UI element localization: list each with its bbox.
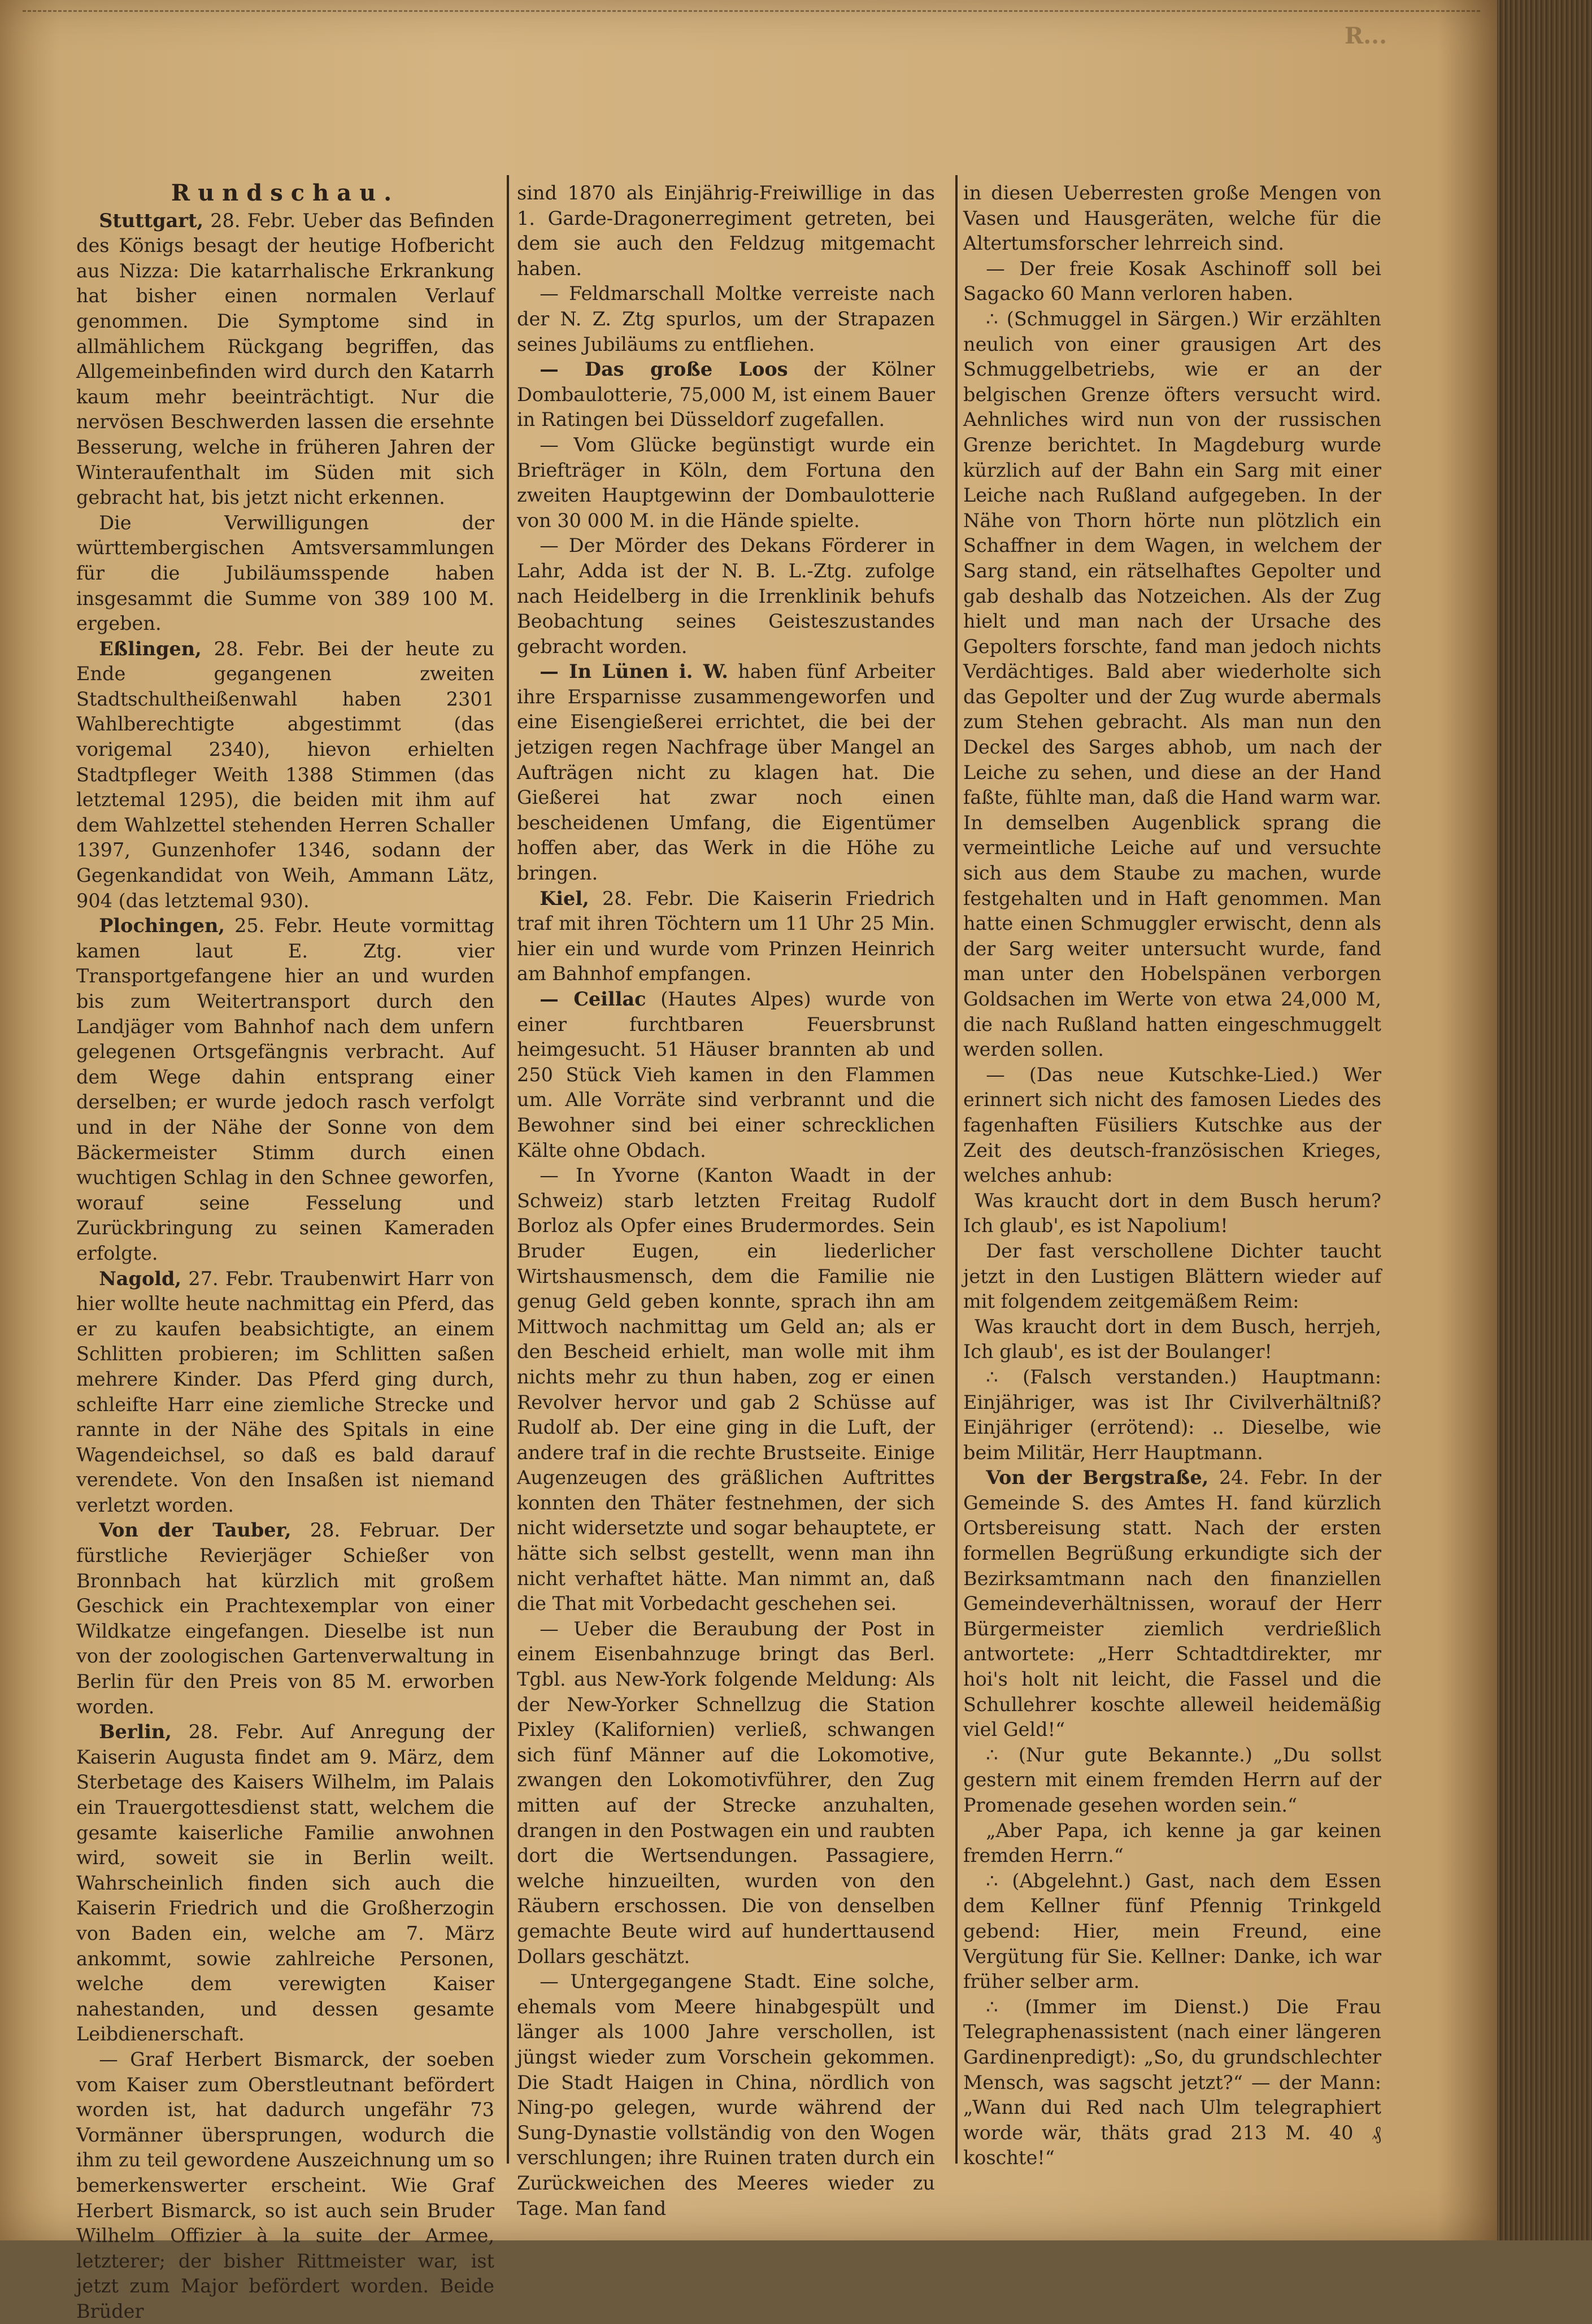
section-heading: Rundschau. bbox=[171, 180, 400, 206]
paragraph-text: ∴ (Nur gute Bekannte.) „Du sollst gestern mit einem fremden Herrn auf der Promenade gesehen worden sein.“ bbox=[963, 1743, 1381, 1816]
article-paragraph bbox=[517, 533, 935, 659]
article-paragraph bbox=[76, 208, 494, 511]
dateline: Nagold, bbox=[99, 1267, 182, 1290]
column-2 bbox=[517, 181, 935, 2219]
paragraph-text: 28. Februar. Der fürstliche Revierjäger Schießer von Bronnbach hat kürzlich mit großem Geschick ein Prachtexemplar von einer Wildkatze eingefangen. Dieselbe ist nun von der zoologischen Gartenverwaltung in Berlin für den Preis von 85 M. erworben worden. bbox=[76, 1519, 494, 1718]
dateline: Von der Tauber, bbox=[99, 1519, 292, 1542]
article-paragraph bbox=[517, 1969, 935, 2221]
dateline: — Das große Loos bbox=[540, 358, 788, 381]
article-paragraph bbox=[517, 886, 935, 987]
paragraph-text: Was kraucht dort in dem Busch herum? Ich glaub', es ist Napolium! bbox=[963, 1189, 1381, 1237]
paragraph-text: in diesen Ueberresten große Mengen von Vasen und Hausgeräten, welche für die Altertumsforscher lehrreich sind. bbox=[963, 182, 1381, 255]
paragraph-text: ∴ (Falsch verstanden.) Hauptmann: Einjähriger, was ist Ihr Civilverhältniß? Einjähriger (errötend): .. Dieselbe, wie beim Militär, Herr Hauptmann. bbox=[963, 1365, 1381, 1464]
paragraph-text: — Untergegangene Stadt. Eine solche, ehemals vom Meere hinabgespült und länger als 1000 Jahre verschollen, ist jüngst wieder zum Vorschein gekommen. Die Stadt Haigen in China, nördlich von Ning-po gelegen, wurde während der Sung-Dynastie vollständig von den Wogen verschlungen; ihre Ruinen traten durch ein Zurückweichen des Meeres wieder zu Tage. Man fand bbox=[517, 1970, 935, 2219]
dateline: Stuttgart, bbox=[99, 209, 204, 232]
article-paragraph bbox=[517, 659, 935, 886]
paragraph-text: — Feldmarschall Moltke verreiste nach der N. Z. Ztg spurlos, um der Strapazen seines Jubiläums zu entfliehen. bbox=[517, 282, 935, 355]
paragraph-text: — Vom Glücke begünstigt wurde ein Briefträger in Köln, dem Fortuna den zweiten Hauptgewinn der Dombaulotterie von 30 000 M. in die Hände spielte. bbox=[517, 433, 935, 532]
article-paragraph bbox=[76, 1518, 494, 1720]
article-paragraph bbox=[76, 2047, 494, 2324]
dateline: Eßlingen, bbox=[99, 637, 202, 660]
article-paragraph bbox=[963, 307, 1381, 1063]
paragraph-text: — Der Mörder des Dekans Förderer in Lahr, Adda ist der N. B. L.-Ztg. zufolge nach Heidelberg in die Irrenklinik behufs Beobachtung seines Geisteszustandes gebracht worden. bbox=[517, 534, 935, 658]
article-paragraph bbox=[963, 1239, 1381, 1315]
article-paragraph bbox=[963, 256, 1381, 307]
dateline: Plochingen, bbox=[99, 915, 225, 937]
paragraph-text: „Aber Papa, ich kenne ja gar keinen fremden Herrn.“ bbox=[963, 1819, 1381, 1867]
paragraph-text: ∴ (Abgelehnt.) Gast, nach dem Essen dem Kellner fünf Pfennig Trinkgeld gebend: Hier, mein Freund, eine Vergütung für Sie. Kellner: Danke, ich war früher selber arm. bbox=[963, 1869, 1381, 1993]
paragraph-text: 28. Febr. Die Kaiserin Friedrich traf mit ihren Töchtern um 11 Uhr 25 Min. hier ein und wurde vom Prinzen Heinrich am Bahnhof empfangen. bbox=[517, 887, 935, 985]
paragraph-text: 28. Febr. Bei der heute zu Ende gegangenen zweiten Stadtschultheißenwahl haben 2301 Wahlberechtigte abgestimmt (das vorigemal 2340), hievon erhielten Stadtpfleger Weith 1388 Stimmen (das letztemal 1295), die beiden mit ihm auf dem Wahlzettel stehenden Herren Schaller 1397, Gunzenhofer 1346, sodann der Gegenkandidat von Weih, Ammann Lätz, 904 (das letztemal 930). bbox=[76, 637, 494, 912]
page-number: R... bbox=[1345, 23, 1387, 49]
paragraph-text: 28. Febr. Auf Anregung der Kaiserin Augusta findet am 9. März, dem Sterbetage des Kaisers Wilhelm, im Palais ein Trauergottesdienst statt, welchem die gesamte kaiserliche Familie anwohnen wird, soweit sie in Berlin weilt. Wahrscheinlich finden sich auch die Kaiserin Friedrich und die Großherzogin von Baden ein, welche am 7. März ankommt, sowie zahlreiche Personen, welche dem verewigten Kaiser nahestanden, und dessen gesamte Leibdienerschaft. bbox=[76, 1721, 494, 2046]
paragraph-text: 28. Febr. Ueber das Befinden des Königs besagt der heutige Hofbericht aus Nizza: Die katarrhalische Erkrankung hat bisher einen normalen Verlauf genommen. Die Symptome sind in allmählichem Rückgang begriffen, das Allgemeinbefinden wird durch den Katarrh kaum mehr beeinträchtigt. Nur die nervösen Beschwerden lassen die ersehnte Besserung, welche in früheren Jahren der Winteraufenthalt im Süden mit sich gebracht hat, bis jetzt nicht erkennen. bbox=[76, 209, 494, 509]
article-paragraph bbox=[963, 1743, 1381, 1818]
article-paragraph bbox=[76, 913, 494, 1266]
column-3 bbox=[963, 181, 1381, 2181]
top-border-rule bbox=[23, 10, 1480, 12]
article-paragraph bbox=[963, 1315, 1381, 1365]
paragraph-text: Die Verwilligungen der württembergischen Amtsversammlungen für die Jubiläumsspende haben insgesammt die Summe von 389 100 M. ergeben. bbox=[76, 511, 494, 635]
article-paragraph bbox=[517, 281, 935, 357]
paragraph-text: — Graf Herbert Bismarck, der soeben vom Kaiser zum Oberstleutnant befördert worden ist, hat dadurch ungefähr 73 Vormänner übersprungen, wodurch die ihm zu teil gewordene Auszeichnung um so bemerkenswerter erscheint. Wie Graf Herbert Bismarck, so ist auch sein Bruder Wilhelm Offizier à la suite der Armee, letzterer; der bisher Rittmeister war, ist jetzt zum Major befördert worden. Beide Brüder bbox=[76, 2048, 494, 2322]
article-paragraph bbox=[517, 181, 935, 281]
article-paragraph bbox=[963, 1465, 1381, 1743]
paragraph-text: — Ueber die Beraubung der Post in einem Eisenbahnzuge bringt das Berl. Tgbl. aus New-York folgende Meldung: Als der New-Yorker Schnellzug die Station Pixley (Kalifornien) verließ, schwangen sich fünf Männer auf die Lokomotive, zwangen den Lokomotivführer, den Zug mitten auf der Strecke anzuhalten, drangen in den Postwagen ein und raubten dort die Wertsendungen. Passagiere, welche hinzueilten, wurden von den Räubern erschossen. Die von denselben gemachte Beute wird auf hunderttausend Dollars geschätzt. bbox=[517, 1617, 935, 1968]
paragraph-text: Der fast verschollene Dichter taucht jetzt in den Lustigen Blättern wieder auf mit folgendem zeitgemäßem Reim: bbox=[963, 1239, 1381, 1313]
column-rule-2 bbox=[955, 175, 958, 2164]
paragraph-text: — In Yvorne (Kanton Waadt in der Schweiz) starb letzten Freitag Rudolf Borloz als Opfer eines Brudermordes. Sein Bruder Eugen, ein liederlicher Wirtshausmensch, dem die Familie nie genug Geld geben konnte, sprach ihn am Mittwoch nachmittag um Geld an; als er den Bescheid erhielt, man wolle mit ihm nichts mehr zu thun haben, zog er einen Revolver hervor und gab 2 Schüsse auf Rudolf ab. Der eine ging in die Luft, der andere traf in die rechte Brustseite. Einige Augenzeugen des gräßlichen Auftrittes konnten den Thäter festnehmen, der sich nicht widersetzte und sogar behauptete, er hätte sich selbst gestellt, wenn man ihn nicht verhaftet hätte. Man nimmt an, daß die That mit Vorbedacht geschehen sei. bbox=[517, 1164, 935, 1615]
paragraph-text: haben fünf Arbeiter ihre Ersparnisse zusammengeworfen und eine Eisengießerei errichtet, die bei der jetzigen regen Nachfrage über Mangel an Aufträgen nicht zu klagen hat. Die Gießerei hat zwar noch einen bescheidenen Umfang, die Eigentümer hoffen aber, das Werk in die Höhe zu bringen. bbox=[517, 660, 935, 885]
article-paragraph bbox=[963, 181, 1381, 256]
article-paragraph bbox=[76, 1720, 494, 2047]
article-paragraph bbox=[963, 1995, 1381, 2171]
paragraph-text: 27. Febr. Traubenwirt Harr von hier wollte heute nachmittag ein Pferd, das er zu kaufen beabsichtigte, an einem Schlitten probieren; im Schlitten saßen mehrere Kinder. Das Pferd ging durch, schleifte Harr eine ziemliche Strecke und rannte in der Nähe des Spitals in eine Wagendeichsel, so daß es bald darauf verendete. Von den Insaßen ist niemand verletzt worden. bbox=[76, 1267, 494, 1516]
article-paragraph bbox=[517, 433, 935, 533]
article-paragraph bbox=[963, 1869, 1381, 1995]
dateline: Berlin, bbox=[99, 1721, 172, 1743]
paragraph-text: sind 1870 als Einjährig-Freiwillige in das 1. Garde-Dragonerregiment getreten, bei dem sie auch den Feldzug mitgemacht haben. bbox=[517, 182, 935, 280]
dateline: — In Lünen i. W. bbox=[540, 660, 728, 683]
book-page-edges bbox=[1497, 0, 1592, 2240]
article-paragraph bbox=[963, 1063, 1381, 1189]
article-paragraph bbox=[517, 357, 935, 433]
dateline: Kiel, bbox=[540, 887, 589, 909]
article-paragraph bbox=[76, 637, 494, 914]
paragraph-text: ∴ (Immer im Dienst.) Die Frau Telegraphenassistent (nach einer längeren Gardinenpredigt): „So, du grundschlechter Mensch, was sagscht jetzt?“ — der Mann: „Wann dui Red nach Ulm telegraphiert worde wär, thäts grad 213 M. 40 ₰ koschte!“ bbox=[963, 1995, 1381, 2169]
paragraph-text: Was kraucht dort in dem Busch, herrjeh, Ich glaub', es ist der Boulanger! bbox=[963, 1315, 1381, 1363]
article-paragraph bbox=[76, 1267, 494, 1518]
paragraph-text: 24. Febr. In der Gemeinde S. des Amtes H. fand kürzlich Ortsbereisung statt. Nach der ersten formellen Begrüßung erkundigte sich der Bezirksamtmann nach den finanziellen Gemeindeverhältnissen, worauf der Herr Bürgermeister ziemlich verdrießlich antwortete: „Herr Schtadtdirekter, mr hoi's holt nit leicht, die Fassel und die Schullehrer koschte alleweil heidemäßig viel Geld!“ bbox=[963, 1466, 1381, 1741]
column-rule-1 bbox=[507, 175, 509, 2164]
article-paragraph bbox=[963, 1365, 1381, 1465]
column-1 bbox=[76, 180, 494, 2322]
paragraph-text: 25. Febr. Heute vormittag kamen laut E. Ztg. vier Transportgefangene hier an und wurden bis zum Weitertransport durch den Landjäger vom Bahnhof nach dem unfern gelegenen Ortsgefängnis verbracht. Auf dem Wege dahin entsprang einer derselben; er wurde jedoch rasch verfolgt und in der Nähe der Sonne von dem Bäckermeister Stimm durch einen wuchtigen Schlag in den Schnee geworfen, worauf seine Fesselung und Zurückbringung zu seinen Kameraden erfolgte. bbox=[76, 915, 494, 1264]
paragraph-text: — Der freie Kosak Aschinoff soll bei Sagacko 60 Mann verloren haben. bbox=[963, 257, 1381, 305]
dateline: — Ceillac bbox=[540, 988, 646, 1010]
paragraph-text: der Kölner Dombaulotterie, 75,000 M, ist einem Bauer in Ratingen bei Düsseldorf zugefallen. bbox=[517, 358, 935, 431]
paragraph-text: (Hautes Alpes) wurde von einer furchtbaren Feuersbrunst heimgesucht. 51 Häuser brannten ab und 250 Stück Vieh kamen in den Flammen um. Alle Vorräte sind verbrannt und die Bewohner sind bei einer schrecklichen Kälte ohne Obdach. bbox=[517, 988, 935, 1161]
article-paragraph bbox=[963, 1189, 1381, 1239]
article-paragraph bbox=[517, 1617, 935, 1969]
article-paragraph bbox=[517, 1163, 935, 1617]
article-paragraph bbox=[963, 1818, 1381, 1869]
article-paragraph bbox=[517, 987, 935, 1163]
dateline: Von der Bergstraße, bbox=[986, 1466, 1209, 1489]
paragraph-text: — (Das neue Kutschke-Lied.) Wer erinnert sich nicht des famosen Liedes des fagenhaften Füsiliers Kutschke aus der Zeit des deutsch-französischen Krieges, welches anhub: bbox=[963, 1063, 1381, 1187]
paragraph-text: ∴ (Schmuggel in Särgen.) Wir erzählten neulich von einer grausigen Art des Schmuggelbetriebs, wie er an der belgischen Grenze öfters versucht wird. Aehnliches wird nun von der russischen Grenze berichtet. In Magdeburg wurde kürzlich auf der Bahn ein Sarg mit einer Leiche nach Rußland aufgegeben. In der Nähe von Thorn hörte nun plötzlich ein Schaffner in dem Wagen, in welchem der Sarg stand, ein rätselhaftes Gepolter und gab deshalb das Notzeichen. Als der Zug hielt und man nach der Ursache des Gepolters forschte, fand man jedoch nichts Verdächtiges. Bald aber wiederholte sich das Gepolter und der Zug wurde abermals zum Stehen gebracht. Als man nun den Deckel des Sarges abhob, um nach der Leiche zu sehen, und diese an der Hand faßte, fühlte man, daß die Hand warm war. In demselben Augenblick sprang die vermeintliche Leiche auf und versuchte sich aus dem Staube zu machen, wurde festgehalten und in Haft genommen. Man hatte einen Schmuggler erwischt, denn als der Sarg weiter untersucht wurde, fand man unter den Hobelspänen verborgen Goldsachen im Werte von etwa 24,000 M, die nach Rußland hatten eingeschmuggelt werden sollen. bbox=[963, 307, 1381, 1061]
article-paragraph bbox=[76, 511, 494, 637]
